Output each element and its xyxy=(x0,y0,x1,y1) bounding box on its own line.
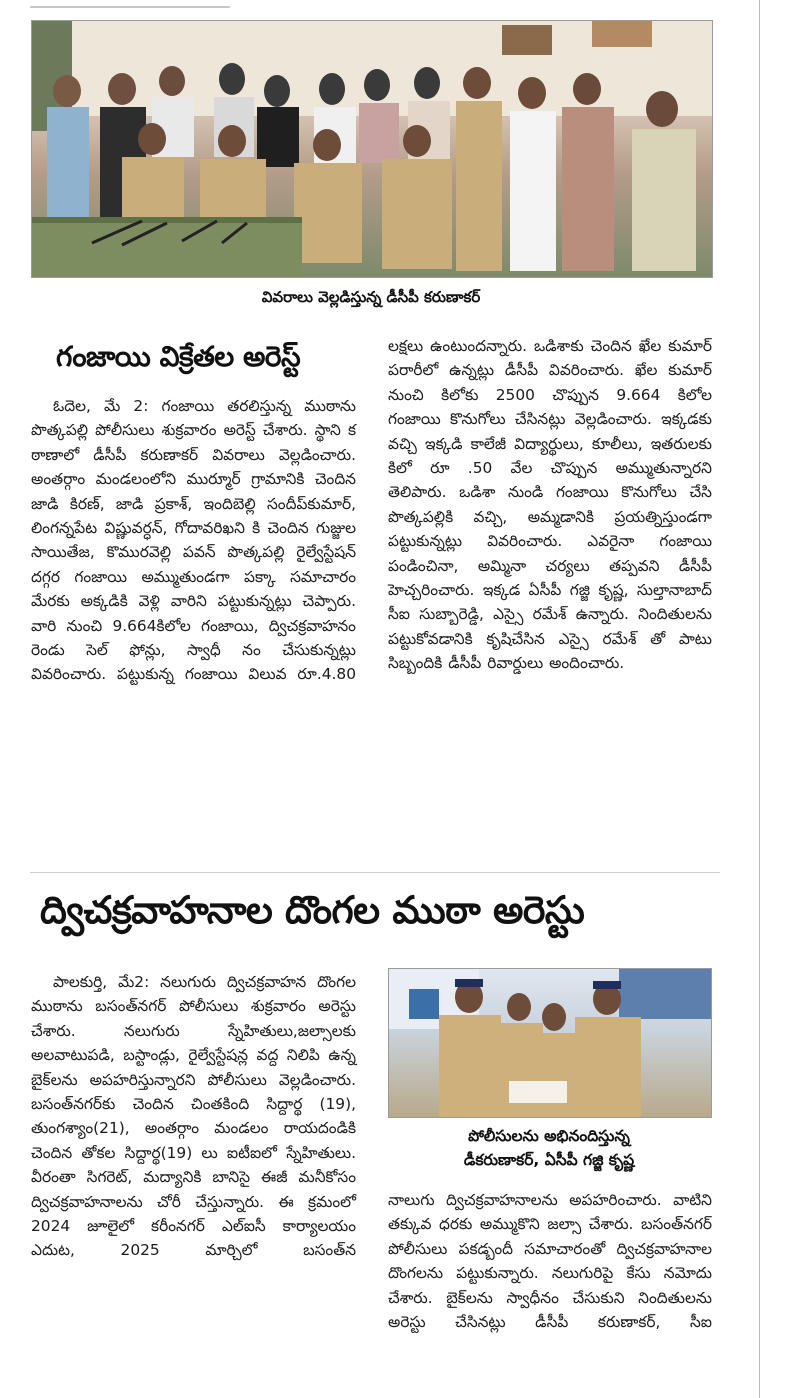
award-caption-line2: డీకరుణాకర్, ఏసీపీ గజ్జి కృష్ణ xyxy=(463,1151,635,1169)
police-award-photo xyxy=(388,968,712,1118)
award-illustration xyxy=(389,969,711,1117)
article2-column2 xyxy=(388,1188,712,1334)
article1-column2 xyxy=(388,334,712,676)
award-caption-line1: పోలీసులను అభినందిస్తున్న xyxy=(468,1127,630,1145)
award-photo-caption xyxy=(388,1124,710,1172)
article2-column1-text: పాలకుర్తి, మే2: నలుగురు ద్విచక్రవాహన దొంగల ముఠాను బసంత్‌నగర్ పోలీసులు శుక్రవారం అరెస్టు చేశారు. నలుగురు స్నేహితులు,జల్సాలకు అలవాటుపడి, బస్టాండ్లు, రైల్వేస్టేషన్ల వద్ద నిలిపి ఉన్న బైక్‌లను అపహరిస్తున్నారని పోలీసులు వెల్లడించారు. బసంత్‌నగర్‌కు చెందిన చింతకింది సిద్దార్థ (19), తుంగశ్యాం(21), అంతర్గాం మండలం రాయదండికి చెందిన తోకల సిద్దార్థ(19) లు ఐటీఐలో స్నేహితులు. వీరంతా సిగరెట్, మద్యానికి బానిసై ఈజీ మనీకోసం ద్విచక్రవాహనాలను చోరీ చేస్తున్నారు. ఈ క్రమంలో 2024 జూలైలో కరీంనగర్ ఎల్ఐసీ కార్యాలయం ఎదుట, 2025 మార్చిలో బసంత్‌న xyxy=(31,973,356,1260)
article2-headline: ద్విచక్రవాహనాల దొంగల ముఠా అరెస్టు xyxy=(40,888,585,932)
press-meet-photo xyxy=(31,20,713,278)
article2-column2-text: నాలుగు ద్విచక్రవాహనాలను అపహరించారు. వాటిని తక్కువ ధరకు అమ్ముకొని జల్సా చేశారు. బసంత్‌నగర్ పోలీసులు పకడ్బందీ సమాచారంతో ద్విచక్రవాహనాల దొంగలను పట్టుకున్నారు. నలుగురిపై కేసు నమోదు చేశారు. బైక్‌లను స్వాధీనం చేసుకుని నిందితులను అరెస్టు చేసినట్లు డీసీపీ కరుణాకర్, సీఐ xyxy=(388,1191,712,1332)
article2-column1 xyxy=(31,970,356,1263)
article1-column1 xyxy=(31,394,356,687)
article-separator xyxy=(30,872,720,873)
article1-headline: గంజాయి విక్రేతల అరెస్ట్ xyxy=(56,340,301,373)
press-meet-illustration xyxy=(32,21,712,277)
column-rule xyxy=(759,0,760,1398)
article1-column2-text: లక్షలు ఉంటుందన్నారు. ఒడిశాకు చెందిన ఖేల కుమార్ పరారీలో ఉన్నట్లు డీసీపీ వివరించారు. ఖేల కుమార్ నుంచి కిలోకు 2500 చొప్పున 9.664 కిలోల గంజాయి కొనుగోలు చేసినట్లు వెల్లడించారు. ఇక్కడకు వచ్చి ఇక్కడి కాలేజీ విద్యార్థులు, కూలీలు, ఇతరులకు కిలో రూ .50 వేల చొప్పున అమ్ముతున్నారని తెలిపారు. ఒడిశా నుండి గంజాయి కొనుగోలు చేసి పొత్కపల్లికి వచ్చి, అమ్మడానికి ప్రయత్నిస్తుండగా పట్టుకున్నట్లు వివరించారు. ఎవరైనా గంజాయి పండించినా, అమ్మినా చర్యలు తప్పవని డీసీపీ హెచ్చరించారు. ఇక్కడ ఏసీపీ గజ్జి కృష్ణ, సుల్తానాబాద్ సీఐ సుబ్బారెడ్డి, ఎస్సై రమేశ్ ఉన్నారు. నిందితులను పట్టుకోవడానికి కృషిచేసిన ఎస్సై రమేశ్ తో పాటు సిబ్బందికి డీసీపీ రివార్డులు అందించారు. xyxy=(388,337,712,673)
article1-column1-text: ఓదెల, మే 2: గంజాయి తరలిస్తున్న ముఠాను పొత్కపల్లి పోలీసులు శుక్రవారం అరెస్ట్ చేశారు. స్థాని క ఠాణాలో డీసీపీ కరుణాకర్ వివరాలు వెల్లడించారు. అంతర్గాం మండలంలోని ముర్మూర్ గ్రామానికి చెందిన జాడి కిరణ్, జాడి ప్రకాశ్, ఇందిబెల్లి సందీప్‌కుమార్, లింగన్నపేట విష్ణువర్ధన్, గోదావరిఖని కి చెందిన గుజ్జుల సాయితేజ, కొమురవెల్లి పవన్ పొత్కపల్లి రైల్వేస్టేషన్ దగ్గర గంజాయి అమ్ముతుండగా పక్కా సమాచారం మేరకు అక్కడికి వెళ్లి వారిని పట్టుకున్నట్లు చెప్పారు. వారి నుంచి 9.664కిలోల గంజాయి, ద్విచక్రవాహనం రెండు సెల్ ఫోన్లు, స్వాధీ నం చేసుకున్నట్లు వివరించారు. పట్టుకున్న గంజాయి విలువ రూ.4.80 xyxy=(31,397,356,684)
top-strip xyxy=(30,0,230,8)
photo-caption: వివరాలు వెల్లడిస్తున్న డీసీపీ కరుణాకర్ xyxy=(261,288,481,306)
